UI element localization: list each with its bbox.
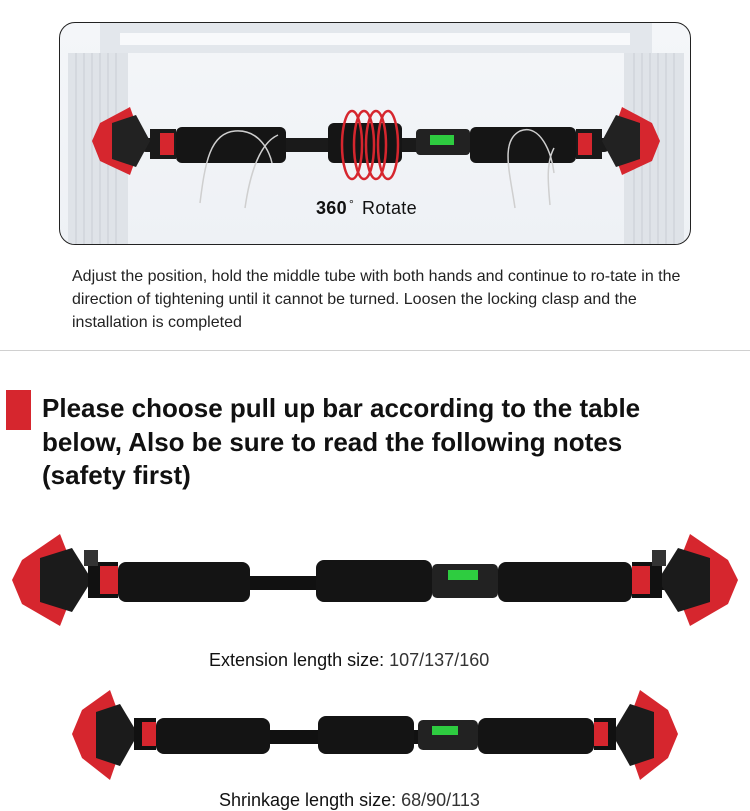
rotate-number: 360 (316, 198, 347, 218)
section-divider (0, 350, 750, 351)
extension-label: Extension length size: (209, 650, 385, 670)
extension-values: 107/137/160 (389, 650, 490, 670)
heading-line-3: (safety first) (42, 460, 191, 490)
installation-description: Adjust the position, hold the middle tube with both hands and continue to ro-tate in the direction of tightening until it cannot be turned. Loosen the locking clasp and the installation is completed (72, 268, 681, 331)
section-heading (42, 392, 722, 493)
shrinkage-label: Shrinkage length size: (219, 790, 397, 810)
heading-line-1: Please choose pull up bar according to the table (42, 393, 641, 423)
rotate-word: Rotate (362, 198, 417, 218)
shrinkage-length-caption (219, 790, 480, 811)
heading-accent-bar (6, 390, 31, 430)
shrinkage-values: 68/90/113 (401, 790, 480, 810)
degree-symbol: ° (348, 197, 355, 211)
shortened-bar-image (0, 680, 750, 790)
extension-length-caption (209, 650, 489, 671)
rotate-caption (316, 197, 417, 219)
extended-bar-image (0, 520, 750, 640)
heading-line-2: below, Also be sure to read the following notes (42, 426, 623, 457)
